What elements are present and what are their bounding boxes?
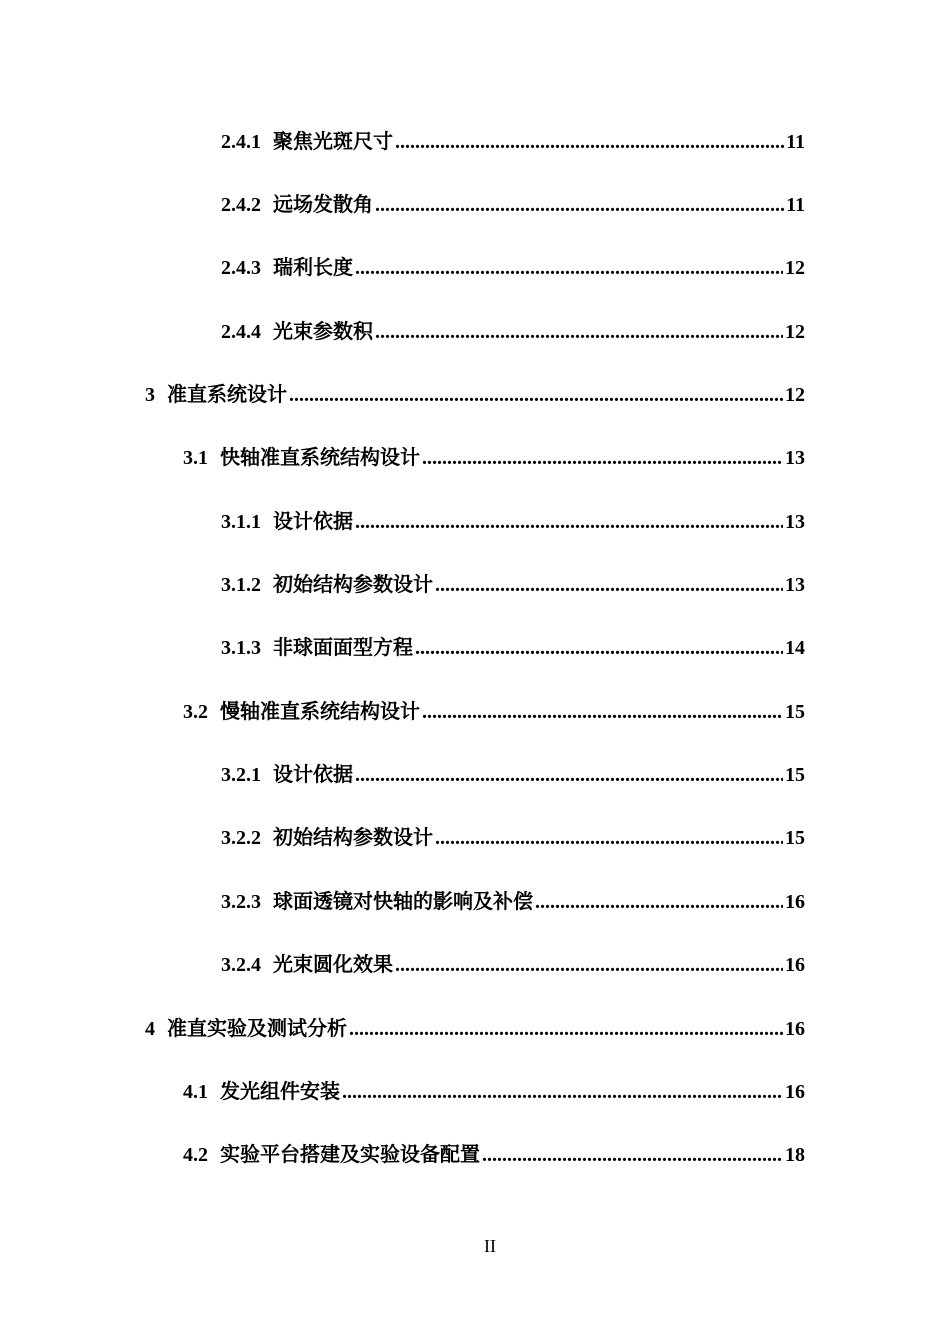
toc-entry-3[interactable] [145, 381, 805, 409]
page-footer [0, 1234, 950, 1258]
toc-number: 3 [145, 384, 155, 406]
toc-number: 3.2.1 [221, 764, 261, 786]
toc-number: 4.2 [183, 1144, 208, 1166]
toc-title: 设计依据 [273, 764, 353, 786]
dot-leader [355, 761, 783, 789]
toc-title: 瑞利长度 [273, 257, 353, 279]
toc-entry-2-4-3[interactable] [221, 254, 805, 282]
dot-leader [415, 634, 783, 662]
dot-leader [422, 444, 783, 472]
toc-page: 11 [786, 194, 805, 216]
toc-entry-3-2-4[interactable] [221, 951, 805, 979]
dot-leader [355, 508, 783, 536]
toc-entry-2-4-2[interactable] [221, 191, 805, 219]
toc-page: 15 [785, 764, 805, 786]
toc-page: 13 [785, 447, 805, 469]
dot-leader [535, 888, 783, 916]
toc-entry-3-1-1[interactable] [221, 508, 805, 536]
toc-number: 3.1.3 [221, 637, 261, 659]
toc-number: 2.4.3 [221, 257, 261, 279]
toc-page: 16 [785, 1018, 805, 1040]
toc-title: 准直系统设计 [167, 384, 287, 406]
dot-leader [395, 128, 784, 156]
toc-entry-4-2[interactable] [183, 1141, 805, 1169]
toc-title: 快轴准直系统结构设计 [220, 447, 420, 469]
toc-page: 13 [785, 574, 805, 596]
dot-leader [355, 254, 783, 282]
toc-entry-2-4-1[interactable] [221, 128, 805, 156]
toc-title: 初始结构参数设计 [273, 574, 433, 596]
toc-title: 设计依据 [273, 511, 353, 533]
toc-number: 4.1 [183, 1081, 208, 1103]
toc-page: 16 [785, 954, 805, 976]
toc-title: 非球面面型方程 [273, 637, 413, 659]
toc-title: 球面透镜对快轴的影响及补偿 [273, 891, 533, 913]
toc-entry-4[interactable] [145, 1015, 805, 1043]
dot-leader [482, 1141, 783, 1169]
toc-title: 慢轴准直系统结构设计 [220, 701, 420, 723]
toc-page: 12 [785, 257, 805, 279]
toc-page: 13 [785, 511, 805, 533]
toc-number: 3.1.1 [221, 511, 261, 533]
toc-entry-3-2[interactable] [183, 698, 805, 726]
toc-entry-4-1[interactable] [183, 1078, 805, 1106]
toc-entry-3-1-3[interactable] [221, 634, 805, 662]
dot-leader [349, 1015, 783, 1043]
toc-page: 15 [785, 701, 805, 723]
toc-page: 14 [785, 637, 805, 659]
toc-page: 12 [785, 321, 805, 343]
toc-entry-2-4-4[interactable] [221, 318, 805, 346]
toc-number: 2.4.2 [221, 194, 261, 216]
dot-leader [435, 824, 783, 852]
dot-leader [375, 191, 784, 219]
toc-number: 3.1 [183, 447, 208, 469]
toc-title: 准直实验及测试分析 [167, 1018, 347, 1040]
dot-leader [289, 381, 783, 409]
toc-page: 12 [785, 384, 805, 406]
toc-number: 2.4.4 [221, 321, 261, 343]
toc-number: 3.2.4 [221, 954, 261, 976]
toc-entry-3-2-1[interactable] [221, 761, 805, 789]
toc-entry-3-1[interactable] [183, 444, 805, 472]
page-number: II [484, 1236, 496, 1256]
dot-leader [422, 698, 783, 726]
toc-number: 4 [145, 1018, 155, 1040]
toc-number: 3.2.2 [221, 827, 261, 849]
toc-page: 11 [786, 131, 805, 153]
toc-entry-3-1-2[interactable] [221, 571, 805, 599]
toc-title: 实验平台搭建及实验设备配置 [220, 1144, 480, 1166]
dot-leader [375, 318, 783, 346]
toc-page: 16 [785, 891, 805, 913]
toc-entry-3-2-2[interactable] [221, 824, 805, 852]
toc-page: 18 [785, 1144, 805, 1166]
toc-page: 16 [785, 1081, 805, 1103]
toc-title: 远场发散角 [273, 194, 373, 216]
toc-title: 发光组件安装 [220, 1081, 340, 1103]
toc-number: 2.4.1 [221, 131, 261, 153]
dot-leader [395, 951, 783, 979]
toc-title: 聚焦光斑尺寸 [273, 131, 393, 153]
dot-leader [435, 571, 783, 599]
toc-title: 初始结构参数设计 [273, 827, 433, 849]
toc-number: 3.1.2 [221, 574, 261, 596]
toc-title: 光束参数积 [273, 321, 373, 343]
toc-page: 15 [785, 827, 805, 849]
toc-number: 3.2 [183, 701, 208, 723]
dot-leader [342, 1078, 783, 1106]
toc-entry-3-2-3[interactable] [221, 888, 805, 916]
toc-number: 3.2.3 [221, 891, 261, 913]
toc-title: 光束圆化效果 [273, 954, 393, 976]
